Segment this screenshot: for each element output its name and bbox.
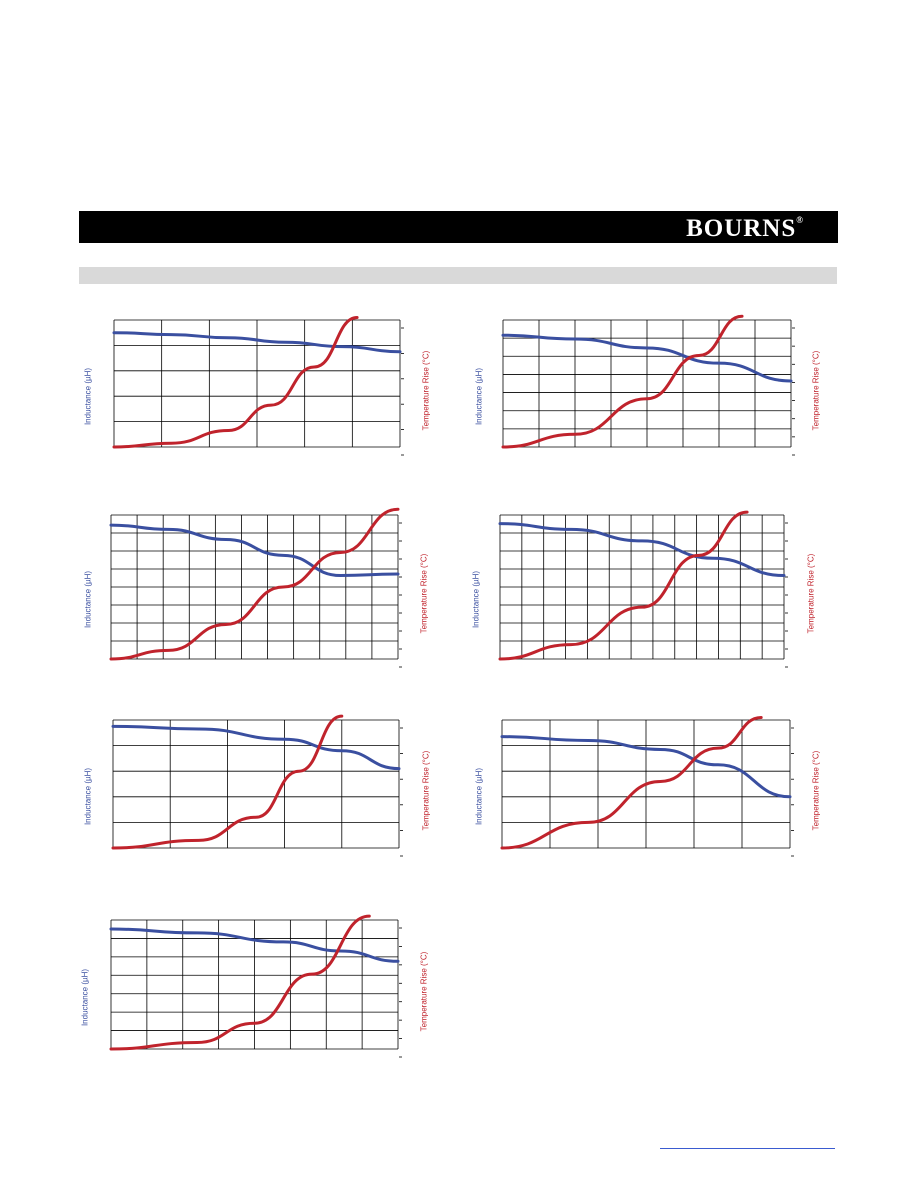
y-axis-label-inductance: Inductance (µH) bbox=[83, 367, 93, 425]
chart-6 bbox=[502, 720, 790, 848]
y-axis-label-temperature: Temperature Rise (°C) bbox=[806, 553, 816, 634]
chart-plot-6 bbox=[502, 720, 790, 848]
bourns-logo bbox=[686, 215, 804, 243]
y-axis-label-temperature: Temperature Rise (°C) bbox=[419, 553, 429, 634]
chart-1 bbox=[114, 320, 400, 447]
chart-4 bbox=[500, 515, 784, 659]
y-axis-label-inductance: Inductance (µH) bbox=[474, 367, 484, 425]
chart-plot-7 bbox=[111, 920, 398, 1049]
y-axis-label-temperature: Temperature Rise (°C) bbox=[811, 350, 821, 430]
y-axis-label-inductance: Inductance (µH) bbox=[83, 767, 93, 826]
section-title-bar bbox=[79, 267, 837, 284]
header-bar bbox=[79, 211, 838, 243]
y-axis-label-temperature: Temperature Rise (°C) bbox=[421, 350, 431, 430]
y-axis-label-temperature: Temperature Rise (°C) bbox=[419, 951, 429, 1031]
registered-mark: ® bbox=[796, 214, 804, 225]
y-axis-label-inductance: Inductance (µH) bbox=[83, 570, 93, 629]
chart-plot-5 bbox=[113, 720, 399, 848]
chart-plot-1 bbox=[114, 320, 400, 447]
temperature-rise-curve bbox=[111, 509, 398, 659]
y-axis-label-temperature: Temperature Rise (°C) bbox=[421, 750, 431, 831]
inductance-curve bbox=[500, 524, 784, 576]
chart-plot-4 bbox=[500, 515, 784, 659]
temperature-rise-curve bbox=[500, 512, 747, 659]
chart-plot-3 bbox=[111, 515, 398, 659]
inductance-curve bbox=[113, 726, 399, 768]
y-axis-label-inductance: Inductance (µH) bbox=[80, 968, 90, 1026]
chart-7 bbox=[111, 920, 398, 1049]
y-axis-label-temperature: Temperature Rise (°C) bbox=[811, 750, 821, 831]
chart-3 bbox=[111, 515, 398, 659]
y-axis-label-inductance: Inductance (µH) bbox=[471, 570, 481, 629]
brand-name: BOURNS bbox=[686, 215, 797, 242]
chart-5 bbox=[113, 720, 399, 848]
footer-link[interactable] bbox=[660, 1148, 835, 1149]
chart-2 bbox=[503, 320, 791, 447]
chart-plot-2 bbox=[503, 320, 791, 447]
y-axis-label-inductance: Inductance (µH) bbox=[474, 767, 484, 826]
